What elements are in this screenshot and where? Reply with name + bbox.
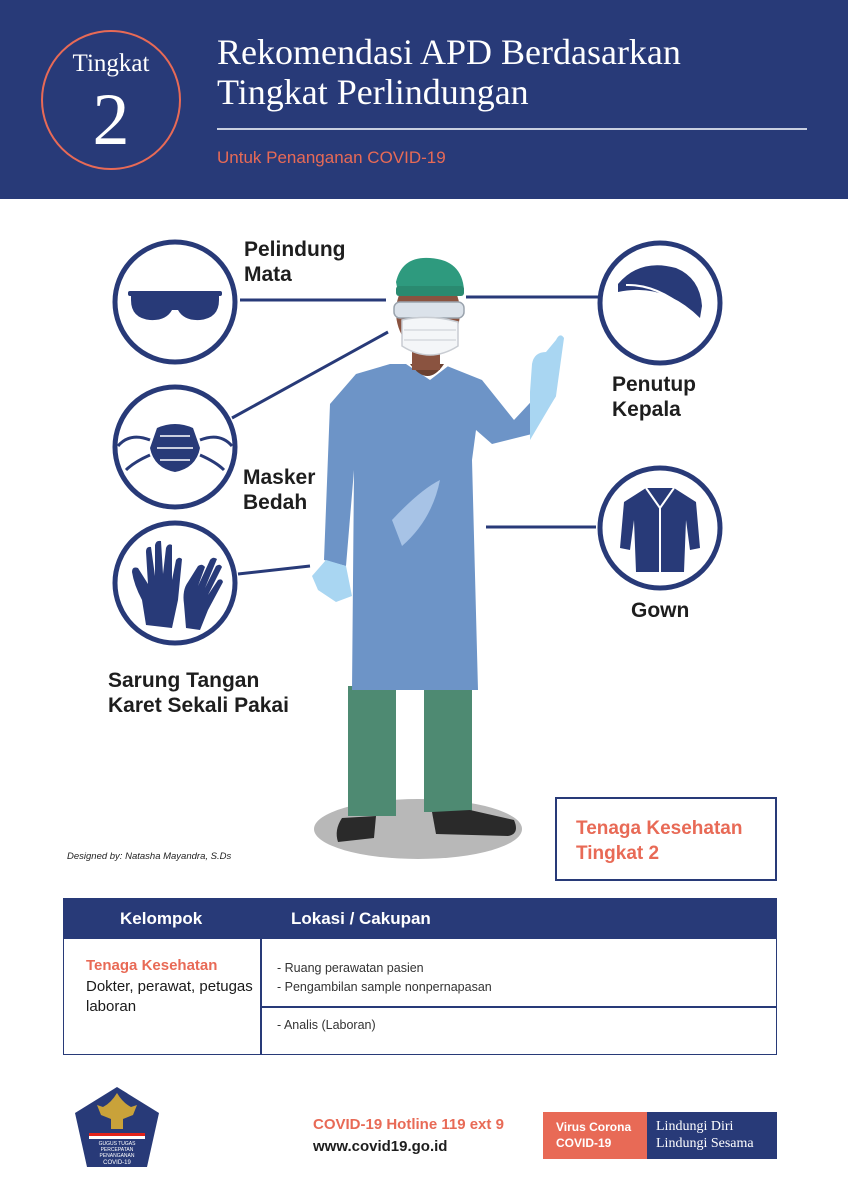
hotline-text: COVID-19 Hotline 119 ext 9 <box>313 1116 504 1133</box>
title-line-1: Rekomendasi APD Berdasarkan <box>217 32 681 72</box>
gloves-label-line-2: Karet Sekali Pakai <box>108 694 289 717</box>
emblem-text-2: PERCEPATAN <box>100 1147 134 1153</box>
head-cover-label <box>612 372 696 422</box>
designer-credit: Designed by: Natasha Mayandra, S.Ds <box>67 851 232 862</box>
gloves-label <box>108 668 289 718</box>
table-header <box>64 899 776 939</box>
group-description: Dokter, perawat, petugas laboran <box>86 978 253 1015</box>
gown-icon <box>600 468 720 588</box>
head-cover-icon <box>600 243 720 363</box>
emblem-text-3: PENANGANAN <box>99 1153 135 1159</box>
goggles-icon <box>115 242 235 362</box>
table-row-divider <box>260 1006 777 1008</box>
mask-label <box>243 465 315 515</box>
level-word: Tingkat <box>72 50 150 77</box>
health-worker-level-box <box>555 797 777 881</box>
title-line-2: Tingkat Perlindungan <box>217 72 529 112</box>
gown-label: Gown <box>631 599 690 622</box>
header-group: Kelompok <box>120 909 203 928</box>
location-item: - Ruang perawatan pasien <box>277 961 424 975</box>
health-worker-figure <box>312 258 564 859</box>
task-force-emblem <box>71 1083 163 1169</box>
eye-protection-label <box>244 237 346 287</box>
group-title: Tenaga Kesehatan <box>86 957 218 974</box>
mask-label-line-1: Masker <box>243 466 316 489</box>
eye-label-line-1: Pelindung <box>244 238 346 261</box>
gloves-icon <box>115 523 235 643</box>
badge-right-line-2: Lindungi Sesama <box>656 1136 754 1151</box>
virus-corona-badge <box>543 1112 647 1159</box>
badge-left-line-1: Virus Corona <box>556 1120 632 1134</box>
table-column-divider <box>260 939 262 1054</box>
slogan-badge <box>647 1112 777 1159</box>
level-number: 2 <box>92 79 130 161</box>
location-item: - Pengambilan sample nonpernapasan <box>277 980 492 994</box>
location-item: - Analis (Laboran) <box>277 1018 376 1032</box>
head-label-line-2: Kepala <box>612 398 681 421</box>
header-banner <box>0 0 848 199</box>
surgical-mask-icon <box>115 387 235 507</box>
header-divider <box>217 128 807 130</box>
level-badge <box>41 30 181 170</box>
website-link[interactable]: www.covid19.go.id <box>313 1138 448 1155</box>
gloves-label-line-1: Sarung Tangan <box>108 669 260 692</box>
badge-right-line-1: Lindungi Diri <box>656 1119 734 1134</box>
page-title <box>217 32 817 112</box>
emblem-text-4: COVID-19 <box>103 1160 131 1166</box>
health-worker-line-2: Tingkat 2 <box>576 843 660 864</box>
eye-label-line-2: Mata <box>244 263 292 286</box>
badge-left-line-2: COVID-19 <box>556 1136 612 1150</box>
ppe-illustration <box>0 199 848 859</box>
group-location-table <box>63 898 777 1055</box>
health-worker-line-1: Tenaga Kesehatan <box>576 818 743 839</box>
mask-label-line-2: Bedah <box>243 491 308 514</box>
header-location: Lokasi / Cakupan <box>291 909 431 928</box>
emblem-text-1: GUGUS TUGAS <box>98 1141 136 1147</box>
page-subtitle: Untuk Penanganan COVID-19 <box>217 148 446 167</box>
head-label-line-1: Penutup <box>612 373 696 396</box>
